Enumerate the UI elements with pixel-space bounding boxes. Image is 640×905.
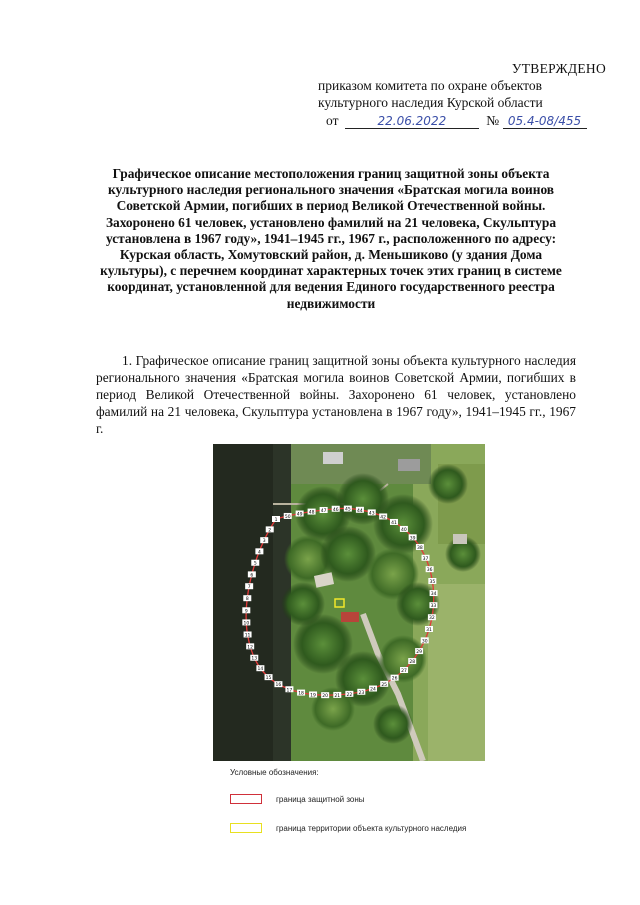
boundary-point-label: 33: [430, 604, 437, 610]
boundary-point-label: 39: [409, 536, 416, 542]
boundary-point-label: 40: [401, 527, 407, 533]
boundary-point-label: 42: [380, 515, 387, 521]
boundary-point-label: 26: [391, 676, 398, 682]
boundary-point-label: 18: [298, 691, 304, 697]
approval-number: 05.4-08/455: [503, 114, 587, 129]
boundary-point-label: 22: [346, 692, 353, 698]
legend-item-territory: [230, 823, 466, 833]
boundary-point-label: 47: [320, 509, 327, 515]
boundary-point-label: 2: [268, 528, 272, 534]
approval-line-2: культурного наследия Курской области: [318, 95, 543, 110]
boundary-point-label: 34: [430, 592, 437, 598]
boundary-point-label: 13: [251, 656, 258, 662]
boundary-point-label: 17: [286, 688, 293, 694]
boundary-point-label: 21: [334, 693, 341, 699]
boundary-point-label: 41: [391, 520, 397, 526]
boundary-point-label: 48: [308, 510, 315, 516]
boundary-point-label: 11: [244, 633, 251, 639]
approval-title: УТВЕРЖДЕНО: [511, 61, 606, 76]
section-1: [96, 352, 576, 437]
boundary-point-label: 49: [296, 512, 303, 518]
boundary-point-label: 27: [401, 669, 407, 675]
boundary-point-label: 12: [247, 645, 254, 651]
boundary-point-label: 30: [421, 639, 428, 645]
boundary-point-label: 38: [417, 546, 423, 552]
boundary-point-label: 45: [344, 507, 351, 513]
legend-label-territory: граница территории объекта культурного наследия: [276, 823, 467, 833]
boundary-point-label: 29: [416, 650, 422, 656]
boundary-point-label: 1: [274, 518, 278, 523]
from-label: от: [326, 113, 339, 128]
boundary-point-label: 24: [370, 687, 376, 693]
approval-block: [318, 60, 618, 129]
boundary-point-label: 10: [243, 621, 250, 627]
boundary-point-label: 32: [429, 616, 435, 622]
approval-date: 22.06.2022: [345, 114, 479, 129]
boundary-point-label: 19: [310, 693, 316, 699]
legend-swatch-zone: [230, 794, 262, 804]
boundary-point-label: 9: [244, 609, 248, 615]
boundary-point-label: 25: [381, 682, 388, 688]
boundary-point-label: 3: [262, 539, 266, 545]
boundary-map: [213, 444, 485, 761]
satellite-map: [213, 444, 485, 761]
boundary-point-label: 6: [250, 573, 254, 579]
boundary-point-label: 37: [422, 556, 429, 562]
boundary-point-label: 35: [429, 579, 436, 585]
boundary-point-label: 14: [257, 667, 264, 673]
boundary-point-label: 46: [332, 507, 339, 513]
boundary-point-label: 28: [409, 660, 416, 666]
boundary-point-label: 5: [253, 561, 257, 567]
boundary-point-label: 4: [257, 550, 261, 556]
boundary-point-label: 36: [426, 568, 433, 574]
boundary-point-label: 20: [322, 694, 329, 700]
boundary-point-label: 23: [358, 690, 365, 696]
number-label: №: [486, 113, 500, 128]
boundary-point-label: 43: [368, 511, 375, 517]
legend-title: Условные обозначения:: [230, 768, 319, 777]
section-1-text: 1. Графическое описание границ защитной зоны объекта культурного наследия регионального значения «Братская могила воинов Советской Армии, погибших в период Великой Отечественной войны. Захоронено 61 человек, установлено фамилий на 21 человека, Скульптура установлена в 1967 году», 1941–1945 гг., 1967 г.: [96, 353, 576, 436]
boundary-point-label: 7: [247, 585, 251, 591]
boundary-point-label: 50: [284, 514, 291, 520]
legend-item-zone: [230, 794, 365, 804]
boundary-point-label: 31: [426, 627, 432, 633]
boundary-point-label: 15: [265, 676, 272, 682]
legend-label-zone: граница защитной зоны: [276, 794, 365, 804]
approval-line-1: приказом комитета по охране объектов: [318, 78, 542, 93]
boundary-point-label: 44: [357, 508, 363, 514]
document-heading: Графическое описание местоположения границ защитной зоны объекта культурного наследия регионального значения «Братская могила воинов Советской Армии, погибших в период Великой Отечественной войны. Захоронено 61 человек, установлено фамилий на 21 человека, Скульптура установлена в 1967 году», 1941–1945 гг., 1967 г., расположенного по адресу: Курская область, Хомутовский район, д. Меньшиково (у здания Дома культуры), с перечнем координат характерных точек этих границ в системе координат, установленной для ведения Единого государственного реестра недвижимости: [100, 166, 562, 311]
boundary-point-label: 8: [245, 597, 249, 603]
legend-swatch-territory: [230, 823, 262, 833]
boundary-point-label: 16: [275, 683, 282, 689]
approval-date-line: [318, 112, 618, 129]
